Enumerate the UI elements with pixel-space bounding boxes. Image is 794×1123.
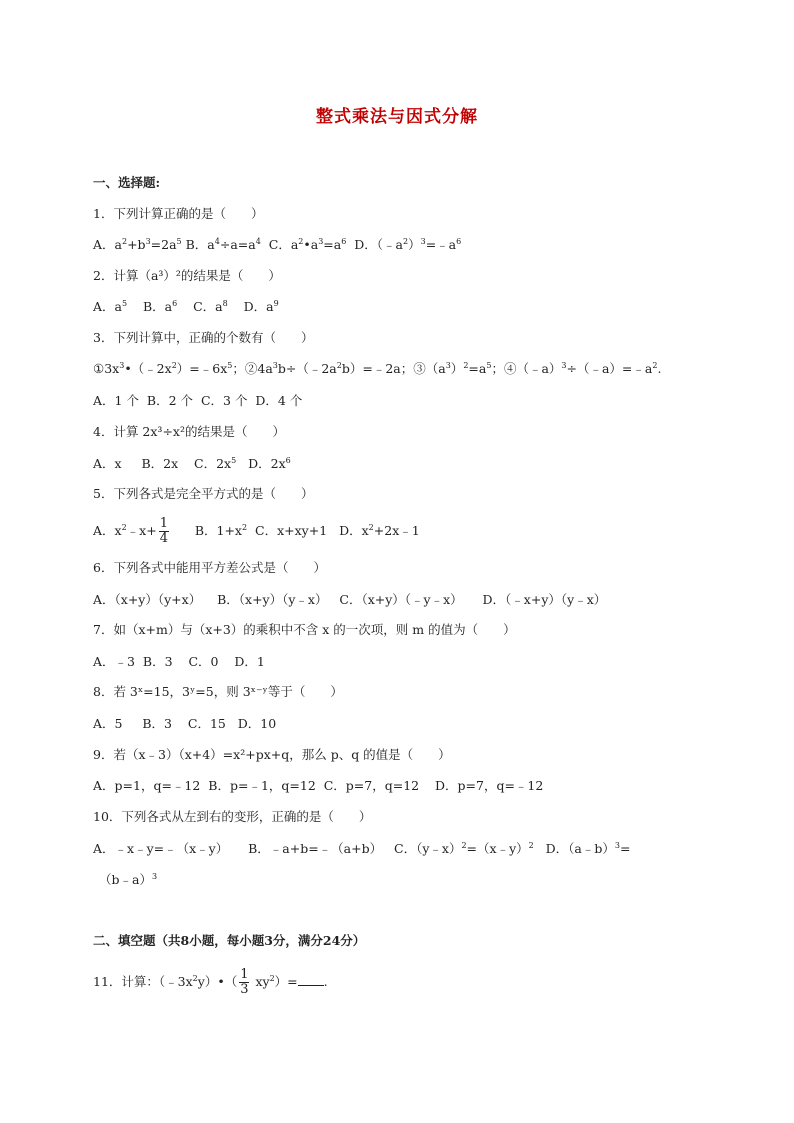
question-1-stem: 1．下列计算正确的是（ ） bbox=[93, 206, 264, 221]
page-title: 整式乘法与因式分解 bbox=[316, 107, 478, 127]
question-5-stem: 5．下列各式是完全平方式的是（ ） bbox=[93, 486, 314, 501]
question-2-stem: 2．计算（a³）²的结果是（ ） bbox=[93, 268, 281, 283]
question-8-options: A．5 B．3 C．15 D．10 bbox=[93, 716, 277, 731]
question-11-stem: 11．计算：$(﹣3x^2y)•$（ $\frac{1}{3}$ $xy^2)=$ . bbox=[93, 967, 328, 997]
question-10-options: A．﹣x﹣y=﹣（x﹣y） B．﹣a+b=﹣（a+b） C．（y﹣x）$^2$=（x﹣y）$^2$ D．（a﹣b）$^3$= bbox=[93, 841, 631, 856]
question-10-options-cont: （b﹣a）$^3$ bbox=[99, 872, 158, 887]
question-9-options: A．p=1，q=﹣12 B．p=﹣1，q=12 C．p=7，q=12 D．p=7，q=﹣12 bbox=[93, 778, 544, 793]
question-9-stem: 9．若（x﹣3）（x+4）=x²+px+q，那么 p、q 的值是（ ） bbox=[93, 747, 451, 762]
question-5-options: A．$x^2﹣x+$ $\frac{1}{4}$ B．$1+x^2$ C．x+xy+1 D．$x^2+2x﹣1$ bbox=[93, 516, 420, 546]
question-3-options: A．1 个 B．2 个 C．3 个 D．4 个 bbox=[93, 393, 303, 408]
question-10-stem: 10．下列各式从左到右的变形，正确的是（ ） bbox=[93, 809, 372, 824]
section-heading-choice: 一、选择题: bbox=[93, 175, 161, 190]
fraction-one-quarter: $\frac{1}{4}$ bbox=[159, 516, 168, 546]
question-3-statements: $①3x^3•(﹣2x^2)=﹣6x^5$；$②4a^3b\div(﹣2a^2b)=﹣2a$；$③(a^3)^2=a^5$；$④(﹣a)^3\div(﹣a)=﹣a^2$. bbox=[93, 361, 662, 376]
question-6-stem: 6．下列各式中能用平方差公式是（ ） bbox=[93, 560, 326, 575]
question-3-stem: 3．下列计算中，正确的个数有（ ） bbox=[93, 330, 314, 345]
question-7-options: A．﹣3 B．3 C．0 D．1 bbox=[93, 654, 265, 669]
section-heading-fill: 二、填空题（共8小题，每小题3分，满分24分） bbox=[93, 933, 366, 948]
fraction-one-third: $\frac{1}{3}$ bbox=[240, 967, 249, 997]
question-6-options: A．（x+y）（y+x） B．（x+y）（y﹣x） C．（x+y）（﹣y﹣x） D．（﹣x+y）（y﹣x） bbox=[93, 592, 607, 607]
question-7-stem: 7．如（x+m）与（x+3）的乘积中不含 x 的一次项，则 m 的值为（ ） bbox=[93, 622, 516, 637]
answer-blank bbox=[298, 975, 324, 986]
question-2-options: A．$a^5$ B．$a^6$ C．$a^8$ D．$a^9$ bbox=[93, 299, 279, 314]
question-8-stem: 8．若 3ˣ=15，3ʸ=5，则 3ˣ⁻ʸ等于（ ） bbox=[93, 684, 343, 699]
question-4-options: A．x B．2x C．$2x^5$ D．$2x^6$ bbox=[93, 456, 291, 471]
question-4-stem: 4．计算 2x³÷x²的结果是（ ） bbox=[93, 424, 285, 439]
question-1-options: A．$a^2+b^3=2a^5$ B．$a^4\div a=a^4$ C．$a^2•a^3=a^6$ D．$(﹣a^2)^3=﹣a^6$ bbox=[93, 237, 462, 252]
